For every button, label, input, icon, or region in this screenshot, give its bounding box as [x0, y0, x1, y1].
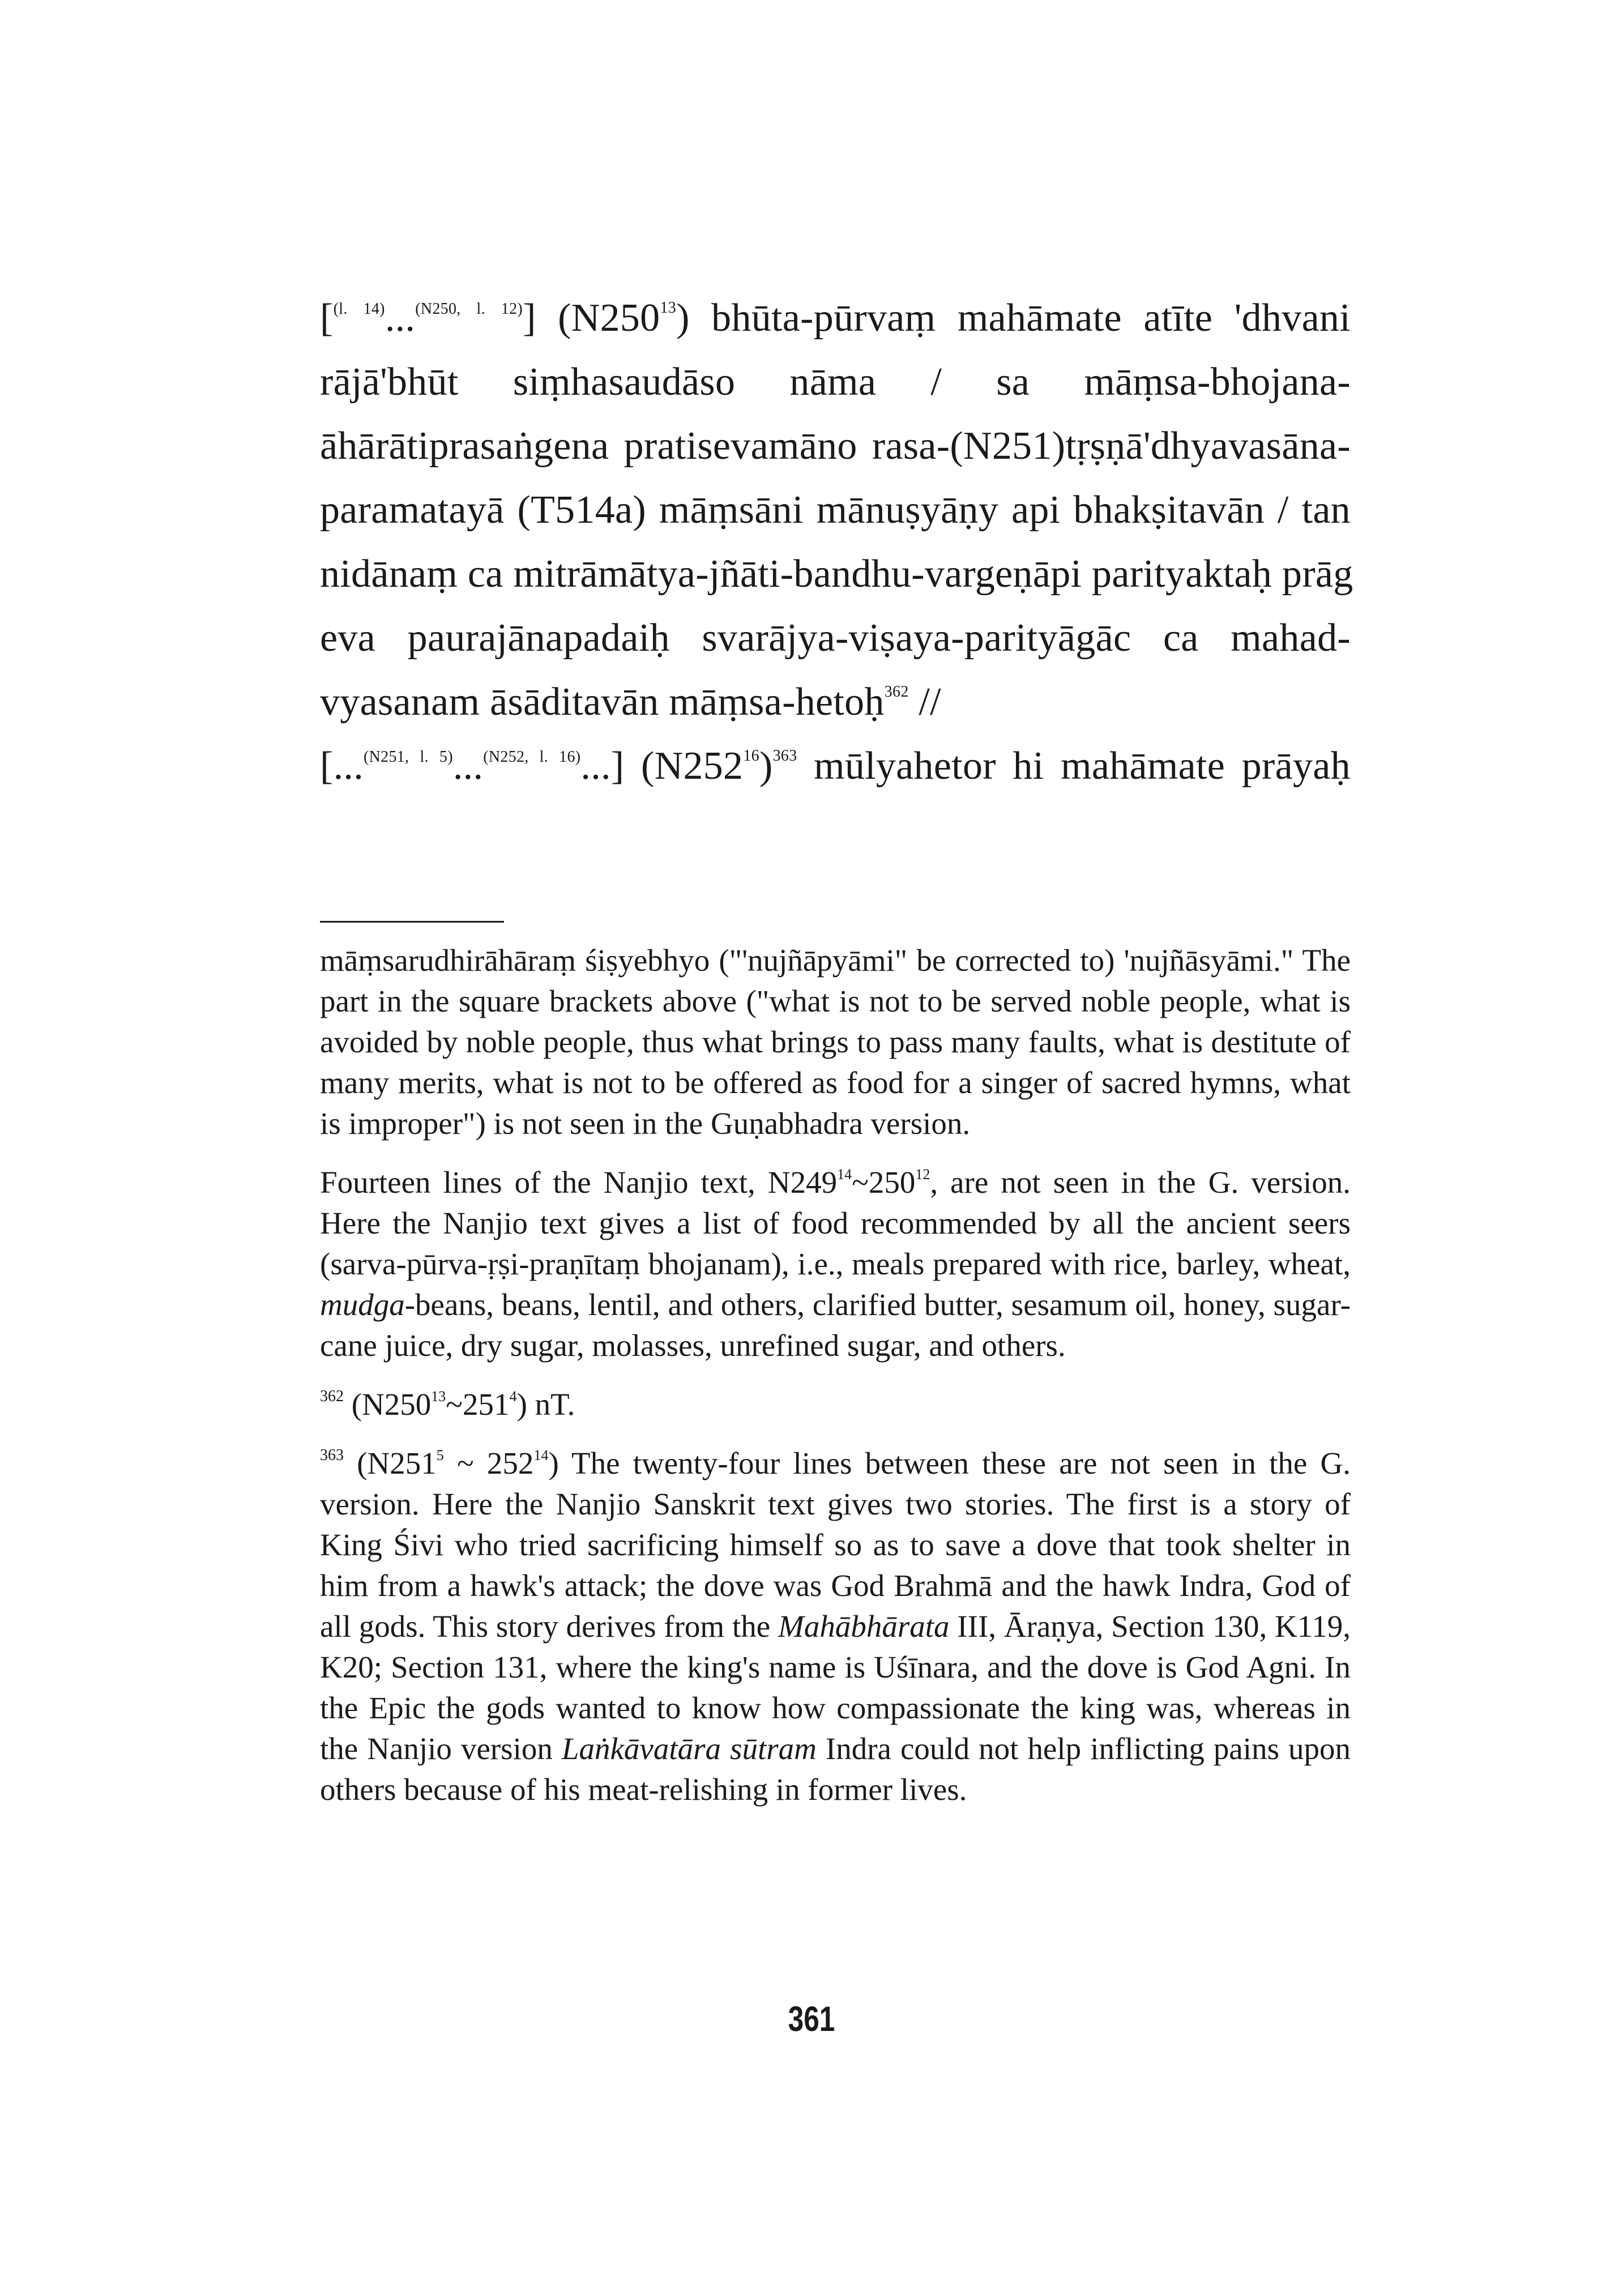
- footnote-363: [320, 1443, 1351, 1810]
- superscript-line-number: 12: [915, 1166, 930, 1183]
- superscript-line-number: 14: [533, 1447, 549, 1463]
- footnote-paragraph: [320, 1162, 1351, 1366]
- footnote-continuation: māṃsarudhirāhāraṃ śiṣyebhyo ("'nujñāpyāmi" be corrected to) 'nujñāsyāmi." The part in the square brackets above ("what is not to be served noble people, what is avoided by noble people, thus what brings to pass many faults, what is destitute of many merits, what is not to be offered as food for a singer of sacred hymns, what is improper") is not seen in the Guṇabhadra version.: [320, 943, 1351, 1141]
- text-run: vyasanam āsāditavān māṃsa-hetoḥ: [320, 680, 885, 724]
- line-reference: (N252, l. 16): [483, 748, 581, 766]
- text-run: ): [759, 744, 773, 788]
- superscript-line-number: 5: [436, 1447, 444, 1463]
- italic-title: Laṅkāvatāra sūtram: [561, 1731, 817, 1766]
- text-run: ) bhūta-pūrvaṃ mahāmate atīte 'dhvani: [676, 296, 1351, 340]
- italic-term: mudga: [320, 1287, 405, 1322]
- text-run: Indra could not help inflicting pains upon others because of his meat-relishing in former lives.: [320, 1731, 1351, 1807]
- main-line-4: paramatayā (T514a) māṃsāni mānuṣyāṇy api bhakṣitavān / tan: [320, 488, 1351, 532]
- main-text-block: [320, 286, 1351, 798]
- page-number: 361: [788, 2000, 835, 2039]
- footnote-362: [320, 1384, 1351, 1425]
- text-run: Fourteen lines of the Nanjio text, N249: [320, 1165, 838, 1200]
- main-line-6: eva paurajānapadaiḥ svarājya-viṣaya-parityāgāc ca mahad-: [320, 616, 1351, 660]
- text-run: III, Āraṇya, Section 130, K119, K20; Section 131, where the king's name is Uśīnara, and the dove is God Agni. In the Epic the gods wanted to know how compassionate the king was, whereas in the Nanjio version: [320, 1609, 1351, 1766]
- text-run: (N250: [344, 1387, 432, 1422]
- text-run: ...: [452, 744, 484, 788]
- superscript-line-number: 4: [509, 1388, 517, 1405]
- main-line-2: rājā'bhūt siṃhasaudāso nāma / sa māṃsa-bhojana-: [320, 360, 1351, 404]
- text-run: -beans, beans, lentil, and others, clarified butter, sesamum oil, honey, sugar-cane juice, dry sugar, molasses, unrefined sugar, and others.: [320, 1287, 1351, 1363]
- footnote-reference: 363: [772, 747, 797, 765]
- line-reference: (l. 14): [333, 300, 385, 318]
- text-run: ~251: [446, 1387, 510, 1422]
- text-run: ...: [385, 296, 416, 340]
- text-run: ) The twenty-four lines between these are not seen in the G. version. Here the Nanjio Sanskrit text gives two stories. The first is a story of King Śivi who tried sacrificing himself so as to save a dove that took shelter in him from a hawk's attack; the dove was God Brahmā and the hawk Indra, God of all gods. This story derives from the: [320, 1446, 1351, 1644]
- superscript-line-number: 16: [743, 747, 759, 765]
- text-run: [: [320, 296, 334, 340]
- footnote-number: 362: [320, 1388, 344, 1405]
- main-line-7: [320, 670, 1351, 734]
- superscript-line-number: 13: [431, 1388, 446, 1405]
- footnote-number: 363: [320, 1446, 344, 1464]
- italic-title: Mahābhārata: [778, 1609, 950, 1644]
- text-run: (N251: [344, 1446, 437, 1480]
- text-run: //: [908, 680, 941, 724]
- line-reference: (N250, l. 12): [415, 300, 523, 318]
- line-reference: (N251, l. 5): [364, 748, 453, 766]
- text-run: ] (N250: [523, 296, 660, 340]
- text-run: mūlyahetor hi mahāmate prāyaḥ: [797, 744, 1351, 788]
- footnotes-block: [320, 940, 1351, 1810]
- superscript-line-number: 13: [660, 299, 677, 317]
- text-run: ...] (N252: [580, 744, 744, 788]
- text-run: ~ 252: [443, 1446, 534, 1480]
- main-line-8: [320, 734, 1351, 798]
- footnote-divider: [320, 921, 504, 923]
- main-line-5: nidānaṃ ca mitrāmātya-jñāti-bandhu-vargeṇāpi parityaktaḥ prāg: [320, 552, 1353, 596]
- text-run: ~250: [852, 1165, 916, 1200]
- main-line-1: [320, 286, 1351, 350]
- text-run: [...: [320, 744, 364, 788]
- main-line-3: āhārātiprasaṅgena pratisevamāno rasa-(N251)tṛṣṇā'dhyavasāna-: [320, 424, 1351, 468]
- footnote-reference: 362: [884, 683, 909, 701]
- text-run: , are not seen in the G. version. Here the Nanjio text gives a list of food recommended by all the ancient seers (sarva-pūrva-ṛṣi-praṇītaṃ bhojanam), i.e., meals prepared with rice, barley, wheat,: [320, 1165, 1351, 1281]
- superscript-line-number: 14: [837, 1166, 852, 1183]
- text-run: ) nT.: [516, 1387, 575, 1422]
